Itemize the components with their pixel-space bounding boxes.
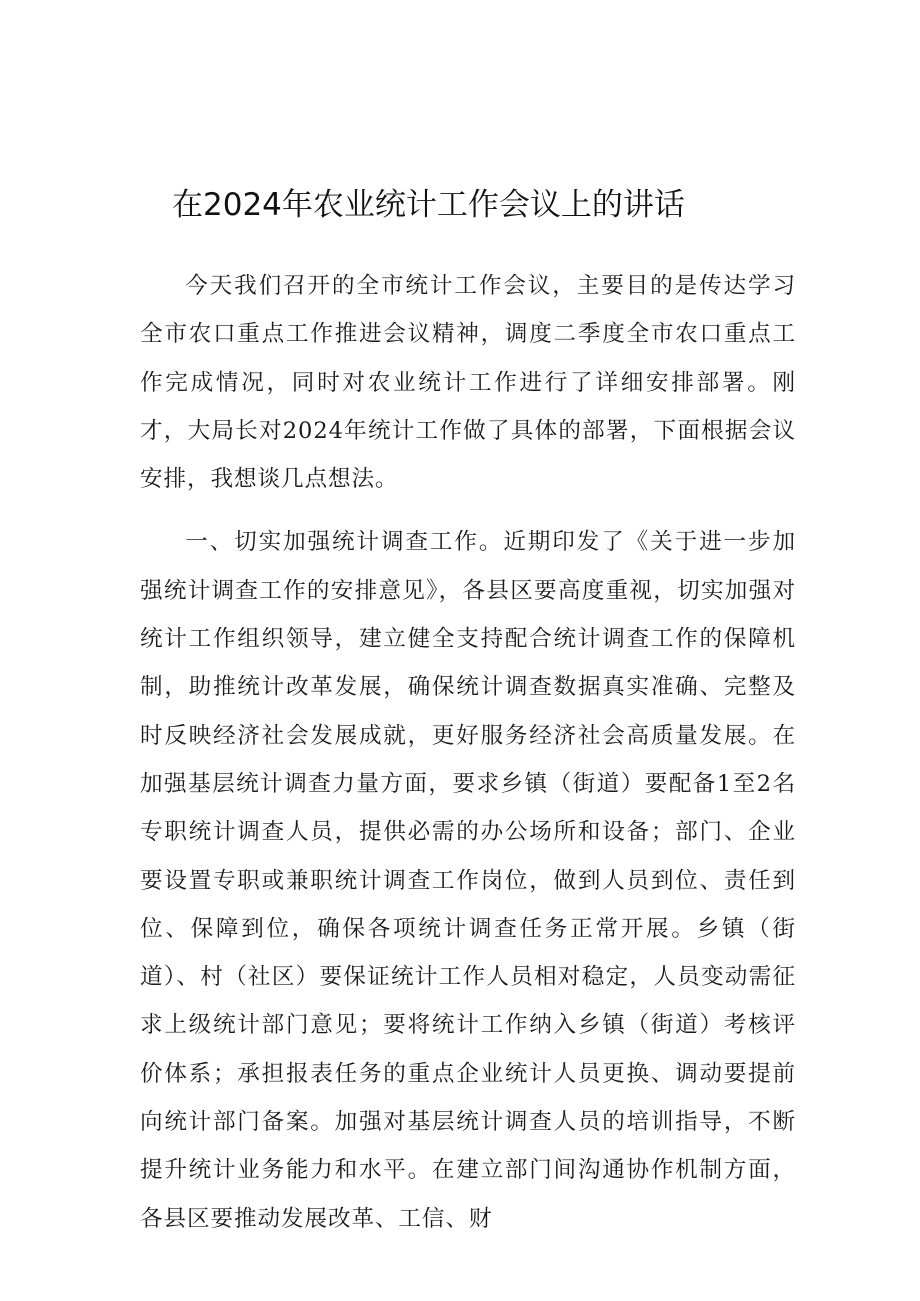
document-body [140, 262, 796, 1243]
document-title: 在2024年农业统计工作会议上的讲话 [172, 187, 685, 223]
paragraph-intro: 今天我们召开的全市统计工作会议，主要目的是传达学习全市农口重点工作推进会议精神，调度二季度全市农口重点工作完成情况，同时对农业统计工作进行了详细安排部署。刚才，大局长对2024年统计工作做了具体的部署，下面根据会议安排，我想谈几点想法。 [140, 273, 796, 493]
paragraph-section-one: 一、切实加强统计调查工作。近期印发了《关于进一步加强统计调查工作的安排意见》，各县区要高度重视，切实加强对统计工作组织领导，建立健全支持配合统计调查工作的保障机制，助推统计改革发展，确保统计调查数据真实准确、完整及时反映经济社会发展成就，更好服务经济社会高质量发展。在加强基层统计调查力量方面，要求乡镇（街道）要配备1至2名专职统计调查人员，提供必需的办公场所和设备；部门、企业要设置专职或兼职统计调查工作岗位，做到人员到位、责任到位、保障到位，确保各项统计调查任务正常开展。乡镇（街道）、村（社区）要保证统计工作人员相对稳定，人员变动需征求上级统计部门意见；要将统计工作纳入乡镇（街道）考核评价体系；承担报表任务的重点企业统计人员更换、调动要提前向统计部门备案。加强对基层统计调查人员的培训指导，不断提升统计业务能力和水平。在建立部门间沟通协作机制方面，各县区要推动发展改革、工信、财 [140, 529, 796, 1232]
